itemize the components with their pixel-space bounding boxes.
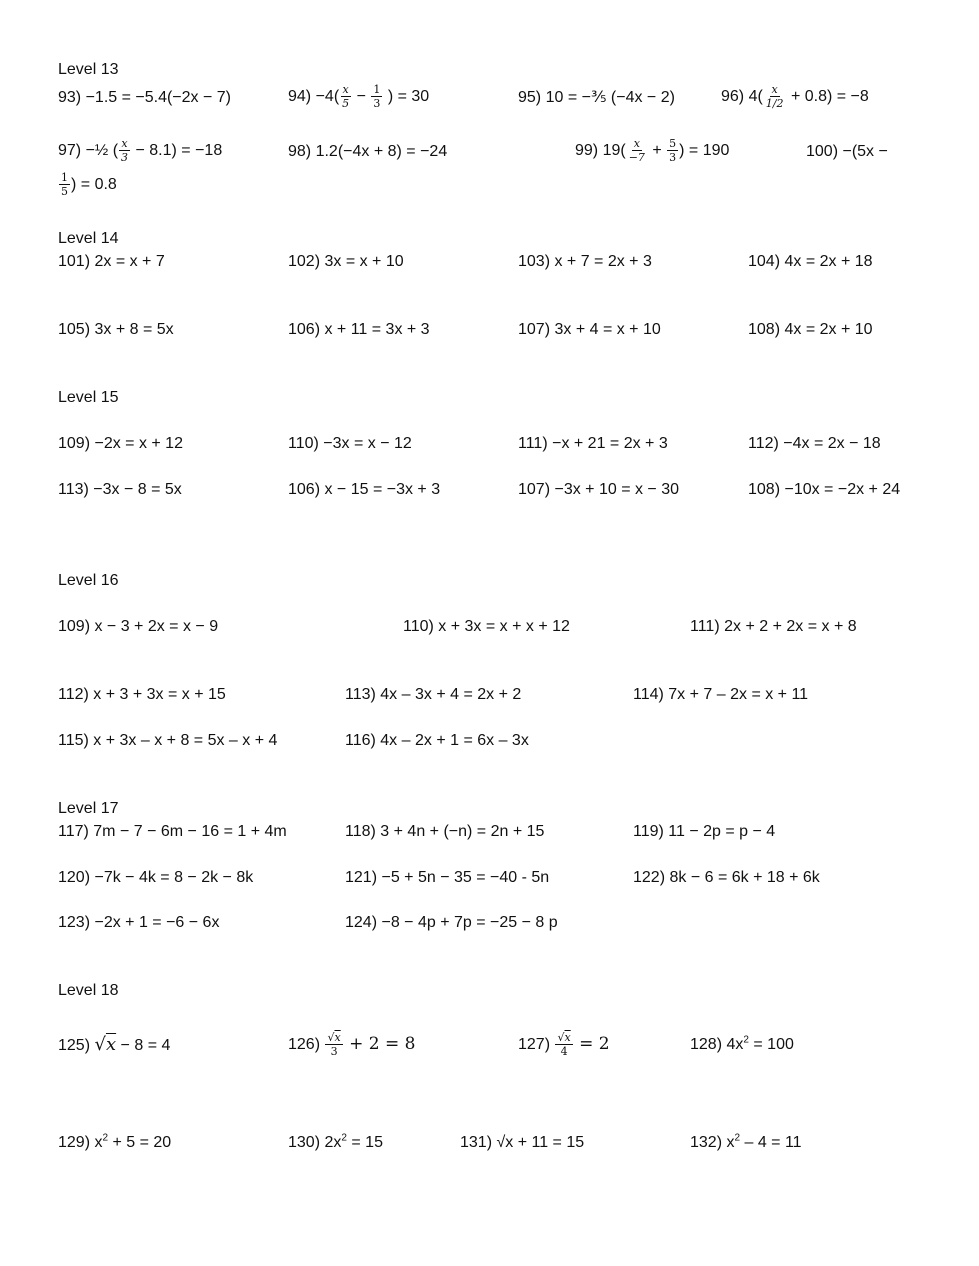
fraction: $\frac{x}{3}$ <box>121 137 129 165</box>
problem-93: 93) −1.5 = −5.4(−2x − 7) <box>58 89 232 106</box>
problem-100-line1: 100) −(5x − <box>806 143 888 160</box>
problem-97-suffix: − 8.1) = −18 <box>131 142 223 159</box>
problem-99-prefix: 99) 19( <box>575 142 626 159</box>
level-16-heading: Level 16 <box>58 572 119 589</box>
problem-117: 117) 7m − 7 − 6m − 16 = 1 + 4m <box>58 823 287 840</box>
problem-123: 123) −2x + 1 = −6 − 6x <box>58 914 220 931</box>
problem-126-prefix: 126) <box>288 1036 325 1053</box>
problem-109: 109) −2x = x + 12 <box>58 435 183 452</box>
fraction: $\frac{1}{5}$ <box>61 171 68 199</box>
problem-125-suffix: − 8 = 4 <box>116 1037 171 1054</box>
problem-128: 128) $4x^2 = 100$ <box>690 1034 794 1053</box>
level-17-heading: Level 17 <box>58 800 119 817</box>
problem-114: 114) 7x + 7 – 2x = x + 11 <box>633 686 809 703</box>
problem-125-prefix: 125) <box>58 1037 95 1054</box>
problem-119: 119) 11 − 2p = p − 4 <box>633 823 776 840</box>
problem-108: 108) 4x = 2x + 10 <box>748 321 873 338</box>
problem-112: 112) −4x = 2x − 18 <box>748 435 881 452</box>
problem-129: 129) $x^2 + 5 = 20$ <box>58 1132 172 1151</box>
problem-107: 107) 3x + 4 = x + 10 <box>518 321 661 338</box>
problem-99 <box>575 138 729 164</box>
problem-106-second: 106) x − 15 = −3x + 3 <box>288 481 441 498</box>
problem-127 <box>518 1030 610 1059</box>
problem-125 <box>58 1034 170 1057</box>
problem-121: 121) −5 + 5n − 35 = −40 - 5n <box>345 869 550 886</box>
problem-110: 110) −3x = x − 12 <box>288 435 412 452</box>
problem-107-second: 107) −3x + 10 = x − 30 <box>518 481 680 498</box>
problem-106: 106) x + 11 = 3x + 3 <box>288 321 430 338</box>
operator: + <box>647 142 667 159</box>
problem-113: 113) −3x − 8 = 5x <box>58 481 182 498</box>
problem-94-prefix: 94) −4( <box>288 88 340 105</box>
problem-118: 118) 3 + 4n + (−n) = 2n + 15 <box>345 823 545 840</box>
problem-113-second: 113) 4x – 3x + 4 = 2x + 2 <box>345 686 522 703</box>
problem-104: 104) 4x = 2x + 18 <box>748 253 873 270</box>
problem-97-prefix: 97) −½ ( <box>58 142 119 159</box>
problem-97 <box>58 138 222 164</box>
problem-94-suffix: ) = 30 <box>383 88 430 105</box>
level-13-heading: Level 13 <box>58 61 119 78</box>
problem-131: 131) √x + 11 = 15 <box>460 1134 585 1151</box>
operator: − <box>352 88 371 105</box>
level-14-heading: Level 14 <box>58 230 119 247</box>
problem-105: 105) 3x + 8 = 5x <box>58 321 174 338</box>
problem-120: 120) −7k − 4k = 8 − 2k − 8k <box>58 869 254 886</box>
problem-127-suffix: = 2 <box>573 1034 610 1054</box>
problem-100-line2 <box>58 172 117 198</box>
fraction: $\frac{5}{3}$ <box>669 137 677 165</box>
problem-103: 103) x + 7 = 2x + 3 <box>518 253 652 270</box>
problem-110-second: 110) x + 3x = x + x + 12 <box>403 618 570 635</box>
problem-96-suffix: + 0.8) = −8 <box>786 88 869 105</box>
problem-116: 116) 4x – 2x + 1 = 6x – 3x <box>345 732 529 749</box>
fraction: $\frac{x}{1/2}$ <box>765 83 784 111</box>
problem-96 <box>721 84 869 110</box>
square-root: √x <box>94 1034 117 1055</box>
level-15-heading: Level 15 <box>58 389 119 406</box>
fraction: $\frac{√x}{4}$ <box>557 1031 571 1059</box>
problem-124: 124) −8 − 4p + 7p = −25 − 8 p <box>345 914 558 931</box>
problem-112-second: 112) x + 3 + 3x = x + 15 <box>58 686 226 703</box>
problem-108-second: 108) −10x = −2x + 24 <box>748 481 901 498</box>
problem-126 <box>288 1030 415 1059</box>
problem-115: 115) x + 3x – x + 8 = 5x – x + 4 <box>58 732 278 749</box>
problem-109-second: 109) x − 3 + 2x = x − 9 <box>58 618 219 635</box>
problem-102: 102) 3x = x + 10 <box>288 253 404 270</box>
problem-99-suffix: ) = 190 <box>679 142 730 159</box>
problem-127-prefix: 127) <box>518 1036 555 1053</box>
problem-95: 95) 10 = −⅗ (−4x − 2) <box>518 89 675 106</box>
level-18-heading: Level 18 <box>58 982 119 999</box>
problem-96-prefix: 96) 4( <box>721 88 763 105</box>
fraction: $\frac{√x}{3}$ <box>327 1031 341 1059</box>
problem-122: 122) 8k − 6 = 6k + 18 + 6k <box>633 869 820 886</box>
problem-132: 132) $x^2 - 4 = 11$ <box>690 1132 802 1151</box>
problem-130: 130) $2x^2 = 15$ <box>288 1132 383 1151</box>
fraction: $\frac{1}{3}$ <box>373 83 381 111</box>
problem-111: 111) −x + 21 = 2x + 3 <box>518 435 668 452</box>
problem-126-suffix: + 2 = 8 <box>343 1034 416 1054</box>
problem-100-suffix: ) = 0.8 <box>71 176 117 193</box>
problem-101: 101) 2x = x + 7 <box>58 253 165 270</box>
problem-111-second: 111) 2x + 2 + 2x = x + 8 <box>690 618 857 635</box>
fraction: $\frac{x}{5}$ <box>342 83 350 111</box>
problem-98: 98) 1.2(−4x + 8) = −24 <box>288 143 448 160</box>
problem-94 <box>288 84 429 110</box>
fraction: $\frac{x}{-7}$ <box>628 137 645 165</box>
